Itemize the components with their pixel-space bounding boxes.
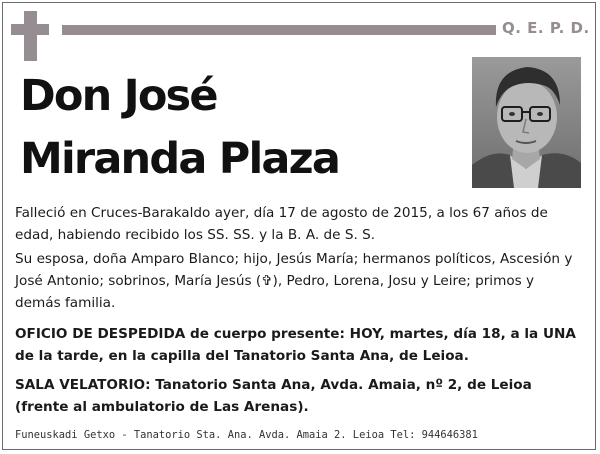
deceased-name-line1: Don José: [20, 71, 217, 121]
funeral-home-footer: Funeuskadi Getxo - Tanatorio Sta. Ana. Avda. Amaia 2. Leioa Tel: 944646381: [15, 429, 478, 441]
cross-icon-arm: [11, 24, 49, 35]
qepd-label: Q. E. P. D.: [502, 19, 590, 37]
death-notice-paragraph: Falleció en Cruces-Barakaldo ayer, día 17 de agosto de 2015, a los 67 años de edad, habiendo recibido los SS. SS. y la B. A. de S. S.: [15, 205, 548, 243]
deceased-photo: [472, 57, 581, 188]
cross-icon: [24, 11, 37, 61]
funeral-service-paragraph: OFICIO DE DESPEDIDA de cuerpo presente: HOY, martes, día 18, a la UNA de la tarde, en la capilla del Tanatorio Santa Ana, de Leioa.: [15, 326, 576, 364]
deceased-name-line2: Miranda Plaza: [20, 134, 340, 184]
wake-room-paragraph: SALA VELATORIO: Tanatorio Santa Ana, Avda. Amaia, nº 2, de Leioa (frente al ambulatorio de Las Arenas).: [15, 377, 532, 415]
header-rule: [62, 25, 496, 35]
family-paragraph: Su esposa, doña Amparo Blanco; hijo, Jesús María; hermanos políticos, Ascesión y José Antonio; sobrinos, María Jesús (✞), Pedro, Lorena, Josu y Leire; primos y demás familia.: [15, 251, 573, 311]
